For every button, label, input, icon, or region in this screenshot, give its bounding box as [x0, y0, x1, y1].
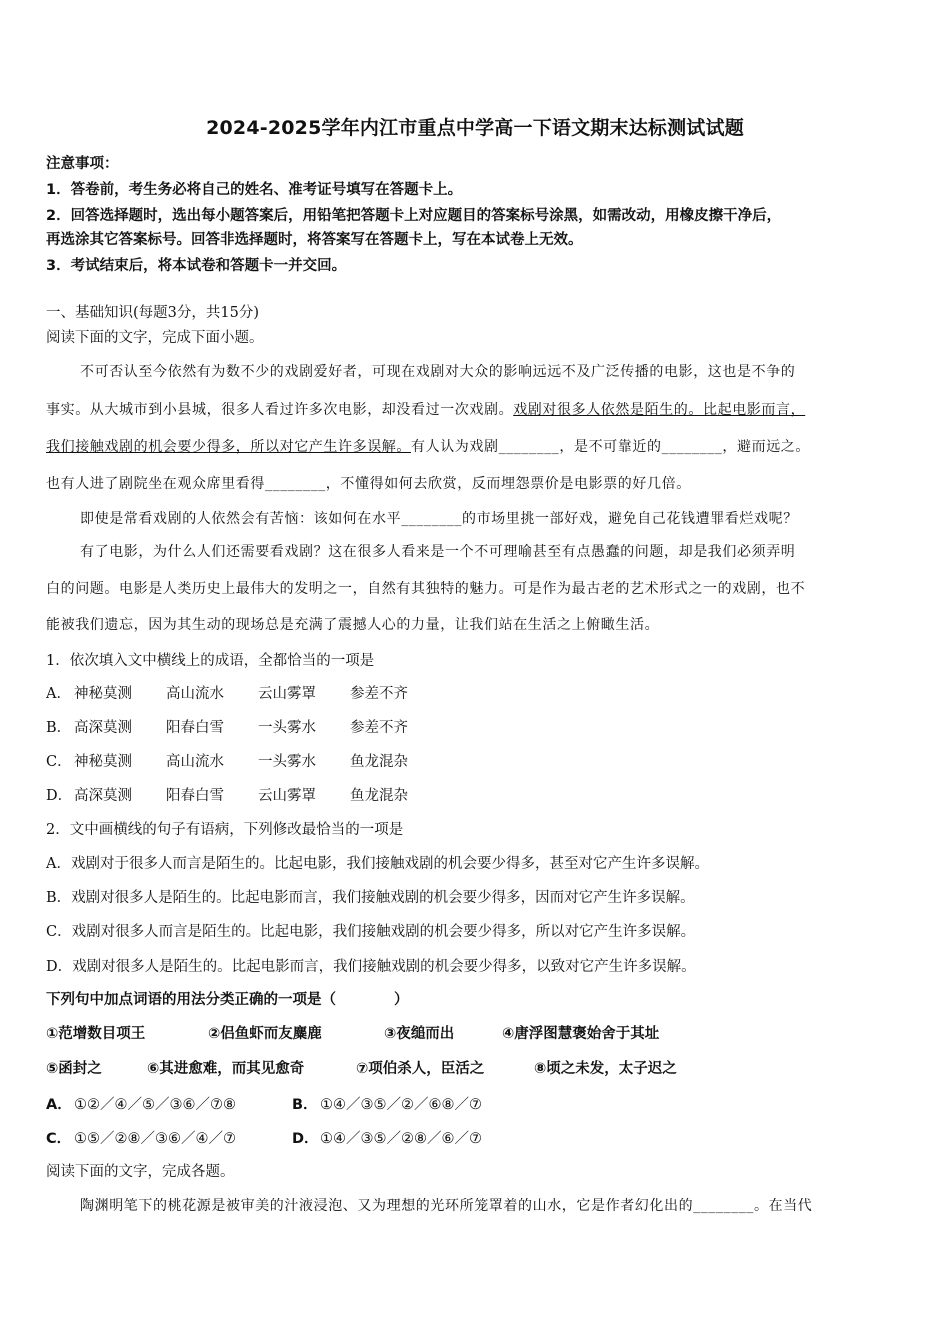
option-term: 高山流水	[166, 686, 224, 702]
option-label: D．	[46, 788, 73, 804]
section2-instruction: 阅读下面的文字，完成各题。	[46, 1164, 235, 1180]
notice-item: 3．考试结束后，将本试卷和答题卡一并交回。	[46, 258, 347, 274]
option-term: 阳春白雪	[166, 720, 224, 736]
passage-text: 有人认为戏剧________，是不可靠近的________，避而远之。	[411, 439, 810, 455]
option-text: ①②／④／⑤／③⑥／⑦⑧	[74, 1097, 236, 1113]
notice-item: 2．回答选择题时，选出每小题答案后，用铅笔把答题卡上对应题目的答案标号涂黑，如需改动，用橡皮擦干净后，	[46, 208, 782, 224]
option-term: 高深莫测	[74, 720, 132, 736]
question-1-option	[46, 716, 442, 737]
question-3-sentences-row	[46, 1022, 659, 1043]
question-1-stem: 1．依次填入文中横线上的成语，全都恰当的一项是	[46, 653, 375, 669]
question-1-option	[46, 784, 442, 805]
option-label: A．	[46, 1097, 72, 1113]
question-3-stem: 下列句中加点词语的用法分类正确的一项是（ ）	[46, 992, 409, 1008]
option-label: B．	[46, 720, 72, 736]
notice-item: 再选涂其它答案标号。回答非选择题时，将答案写在答题卡上，写在本试卷上无效。	[46, 232, 583, 248]
passage-line	[46, 436, 906, 456]
sentence-item: ⑥其进愈难，而其见愈奇	[147, 1061, 305, 1077]
question-2-option: C．戏剧对很多人而言是陌生的。比起电影，我们接触戏剧的机会要少得多，所以对它产生许多误解。	[46, 924, 696, 940]
option-term: 鱼龙混杂	[350, 788, 408, 804]
sentence-item: ③夜缒而出	[384, 1026, 455, 1042]
option-label: C．	[46, 754, 72, 770]
question-1-option	[46, 682, 442, 703]
passage-line	[46, 399, 906, 419]
option-term: 神秘莫测	[74, 686, 132, 702]
option-term: 高山流水	[166, 754, 224, 770]
option-term: 云山雾罩	[258, 788, 316, 804]
option-text: ①④／③⑤／②⑧／⑥／⑦	[320, 1131, 482, 1147]
option-label: C．	[46, 1131, 72, 1147]
sentence-item: ④唐浮图慧褒始舍于其址	[502, 1026, 660, 1042]
option-term: 高深莫测	[74, 788, 132, 804]
option-text: ①⑤／②⑧／③⑥／④／⑦	[74, 1131, 236, 1147]
question-3-options-row	[46, 1093, 482, 1114]
question-3-sentences-row	[46, 1057, 677, 1078]
underlined-sentence: 戏剧对很多人依然是陌生的。比起电影而言，	[513, 402, 806, 418]
notice-heading: 注意事项：	[46, 156, 119, 172]
page-title: 2024-2025学年内江市重点中学高一下语文期末达标测试试题	[206, 117, 744, 139]
section1-instruction: 阅读下面的文字，完成下面小题。	[46, 330, 264, 346]
section1-heading: 一、基础知识(每题3分，共15分)	[46, 305, 259, 321]
option-term: 参差不齐	[350, 686, 408, 702]
passage-line: 不可否认至今依然有为数不少的戏剧爱好者，可现在戏剧对大众的影响远远不及广泛传播的电影，这也是不争的	[80, 364, 796, 380]
option-term: 参差不齐	[350, 720, 408, 736]
question-2-option: B．戏剧对很多人是陌生的。比起电影而言，我们接触戏剧的机会要少得多，因而对它产生许多误解。	[46, 890, 695, 906]
option-term: 阳春白雪	[166, 788, 224, 804]
question-2-option: D．戏剧对很多人是陌生的。比起电影而言，我们接触戏剧的机会要少得多，以致对它产生许多误解。	[46, 959, 696, 975]
question-2-stem: 2．文中画横线的句子有语病，下列修改最恰当的一项是	[46, 822, 404, 838]
option-term: 一头雾水	[258, 754, 316, 770]
option-term: 鱼龙混杂	[350, 754, 408, 770]
sentence-item: ⑦项伯杀人，臣活之	[356, 1061, 485, 1077]
question-1-option	[46, 750, 442, 771]
passage-line: 即使是常看戏剧的人依然会有苦恼：该如何在水平________的市场里挑一部好戏，避免自己花钱遭罪看烂戏呢？	[80, 511, 798, 527]
passage-line: 也有人进了剧院坐在观众席里看得________，不懂得如何去欣赏，反而埋怨票价是电影票的好几倍。	[46, 476, 691, 492]
passage-line: 有了电影，为什么人们还需要看戏剧？这在很多人看来是一个不可理喻甚至有点愚蠢的问题，却是我们必须弄明	[80, 544, 796, 560]
sentence-item: ⑧顷之未发，太子迟之	[534, 1061, 677, 1077]
option-label: B．	[292, 1097, 318, 1113]
option-term: 神秘莫测	[74, 754, 132, 770]
passage-line: 白的问题。电影是人类历史上最伟大的发明之一，自然有其独特的魅力。可是作为最古老的艺术形式之一的戏剧，也不	[46, 581, 806, 597]
sentence-item: ②侣鱼虾而友麋鹿	[208, 1026, 322, 1042]
option-term: 一头雾水	[258, 720, 316, 736]
option-label: D．	[292, 1131, 319, 1147]
option-term: 云山雾罩	[258, 686, 316, 702]
sentence-item: ⑤函封之	[46, 1061, 102, 1077]
passage-line: 能被我们遗忘，因为其生动的现场总是充满了震撼人心的力量，让我们站在生活之上俯瞰生活。	[46, 617, 660, 633]
passage-text: 事实。从大城市到小县城，很多人看过许多次电影，却没看过一次戏剧。	[46, 402, 514, 418]
sentence-item: ①范增数目项王	[46, 1026, 146, 1042]
question-3-options-row	[46, 1127, 482, 1148]
option-text: ①④／③⑤／②／⑥⑧／⑦	[320, 1097, 482, 1113]
passage-line: 陶渊明笔下的桃花源是被审美的汁液浸泡、又为理想的光环所笼罩着的山水，它是作者幻化出的________。在当代	[80, 1198, 813, 1214]
underlined-sentence: 我们接触戏剧的机会要少得多，所以对它产生许多误解。	[46, 439, 411, 455]
question-2-option: A．戏剧对于很多人而言是陌生的。比起电影，我们接触戏剧的机会要少得多，甚至对它产生许多误解。	[46, 856, 709, 872]
option-label: A．	[46, 686, 71, 702]
notice-item: 1．答卷前，考生务必将自己的姓名、准考证号填写在答题卡上。	[46, 182, 463, 198]
